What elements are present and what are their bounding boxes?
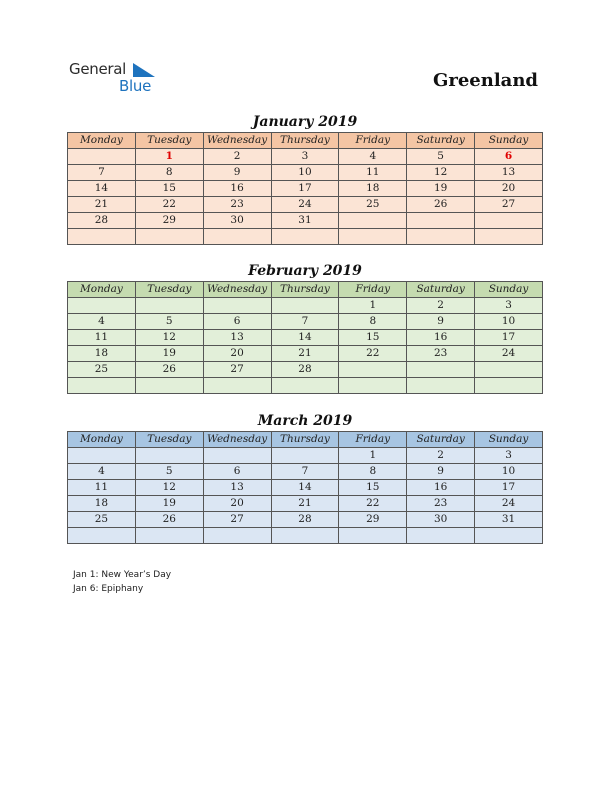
day-cell: 19: [407, 181, 475, 197]
day-cell: 27: [203, 512, 271, 528]
day-cell: 15: [339, 480, 407, 496]
day-cell: [135, 528, 203, 544]
day-cell: 25: [68, 362, 136, 378]
day-cell: 4: [339, 149, 407, 165]
weekday-header: Saturday: [407, 133, 475, 149]
day-cell: 2: [407, 448, 475, 464]
day-cell: 3: [475, 298, 543, 314]
day-cell: 17: [475, 330, 543, 346]
day-cell: 23: [203, 197, 271, 213]
day-cell: 19: [135, 346, 203, 362]
week-row: [68, 314, 543, 330]
day-cell: 22: [339, 496, 407, 512]
day-cell: 10: [271, 165, 339, 181]
day-cell: [135, 448, 203, 464]
day-cell: [339, 378, 407, 394]
weekday-header: Monday: [68, 432, 136, 448]
month-february: [67, 261, 543, 394]
day-cell: [135, 229, 203, 245]
day-cell: [475, 528, 543, 544]
day-cell: [271, 378, 339, 394]
week-row: [68, 197, 543, 213]
day-cell: 12: [135, 480, 203, 496]
week-row: [68, 448, 543, 464]
weekday-header: Friday: [339, 133, 407, 149]
day-cell: 17: [271, 181, 339, 197]
day-cell: 9: [407, 464, 475, 480]
day-cell: [135, 378, 203, 394]
week-row: [68, 528, 543, 544]
day-cell: 2: [203, 149, 271, 165]
logo-text-blue: Blue: [119, 77, 151, 95]
day-cell: [475, 362, 543, 378]
day-cell: [339, 229, 407, 245]
day-cell: 7: [68, 165, 136, 181]
day-cell: 6: [203, 464, 271, 480]
week-row: [68, 149, 543, 165]
day-cell: 4: [68, 314, 136, 330]
week-row: [68, 346, 543, 362]
day-cell: 16: [407, 330, 475, 346]
day-cell: 18: [68, 346, 136, 362]
country-title: Greenland: [432, 70, 538, 91]
day-cell: 20: [203, 496, 271, 512]
calendar-table: [67, 281, 543, 394]
day-cell: 9: [407, 314, 475, 330]
calendar-table: [67, 132, 543, 245]
weekday-header: Saturday: [407, 282, 475, 298]
day-cell: [339, 362, 407, 378]
week-row: [68, 298, 543, 314]
day-cell: 28: [68, 213, 136, 229]
day-cell: 10: [475, 314, 543, 330]
weekday-header: Wednesday: [203, 282, 271, 298]
day-cell: 6: [475, 149, 543, 165]
weekday-header: Wednesday: [203, 432, 271, 448]
day-cell: [203, 378, 271, 394]
day-cell: 20: [475, 181, 543, 197]
day-cell: [271, 528, 339, 544]
day-cell: [339, 213, 407, 229]
day-cell: 3: [475, 448, 543, 464]
week-row: [68, 229, 543, 245]
day-cell: [407, 528, 475, 544]
day-cell: 14: [271, 480, 339, 496]
day-cell: 25: [339, 197, 407, 213]
generalblue-logo: [69, 60, 169, 96]
weekday-header: Monday: [68, 133, 136, 149]
holiday-note: Jan 1: New Year’s Day: [73, 570, 172, 580]
day-cell: 8: [339, 464, 407, 480]
day-cell: 6: [203, 314, 271, 330]
day-cell: 22: [135, 197, 203, 213]
day-cell: 13: [203, 330, 271, 346]
day-cell: 23: [407, 496, 475, 512]
day-cell: 5: [135, 464, 203, 480]
week-row: [68, 330, 543, 346]
day-cell: 12: [135, 330, 203, 346]
day-cell: 17: [475, 480, 543, 496]
day-cell: 21: [68, 197, 136, 213]
day-cell: 24: [271, 197, 339, 213]
day-cell: 30: [203, 213, 271, 229]
day-cell: [407, 213, 475, 229]
calendar-table: [67, 431, 543, 544]
day-cell: 9: [203, 165, 271, 181]
day-cell: 11: [68, 480, 136, 496]
day-cell: 1: [339, 298, 407, 314]
day-cell: 8: [135, 165, 203, 181]
day-cell: 1: [135, 149, 203, 165]
day-cell: [68, 149, 136, 165]
weekday-header: Monday: [68, 282, 136, 298]
weekday-header: Tuesday: [135, 282, 203, 298]
day-cell: 7: [271, 464, 339, 480]
day-cell: 31: [475, 512, 543, 528]
day-cell: 16: [407, 480, 475, 496]
day-cell: 23: [407, 346, 475, 362]
month-january: [67, 112, 543, 245]
day-cell: [407, 378, 475, 394]
day-cell: 13: [475, 165, 543, 181]
week-row: [68, 378, 543, 394]
day-cell: 24: [475, 346, 543, 362]
day-cell: 14: [271, 330, 339, 346]
day-cell: 5: [135, 314, 203, 330]
day-cell: 13: [203, 480, 271, 496]
day-cell: [68, 528, 136, 544]
day-cell: [68, 229, 136, 245]
holiday-note: Jan 6: Epiphany: [73, 584, 144, 594]
day-cell: [203, 448, 271, 464]
day-cell: [203, 298, 271, 314]
weekday-header: Sunday: [475, 282, 543, 298]
day-cell: 15: [339, 330, 407, 346]
day-cell: [68, 298, 136, 314]
day-cell: 2: [407, 298, 475, 314]
day-cell: 15: [135, 181, 203, 197]
day-cell: [407, 229, 475, 245]
logo-triangle-icon: [133, 63, 155, 77]
week-row: [68, 362, 543, 378]
day-cell: 12: [407, 165, 475, 181]
week-row: [68, 496, 543, 512]
day-cell: 3: [271, 149, 339, 165]
day-cell: 11: [68, 330, 136, 346]
day-cell: 5: [407, 149, 475, 165]
logo-text-general: General: [69, 60, 127, 78]
day-cell: 21: [271, 496, 339, 512]
day-cell: [203, 528, 271, 544]
month-title: March 2019: [257, 413, 353, 429]
day-cell: 31: [271, 213, 339, 229]
day-cell: [339, 528, 407, 544]
month-title: January 2019: [252, 114, 358, 130]
weekday-header: Friday: [339, 282, 407, 298]
weekday-header: Thursday: [271, 432, 339, 448]
day-cell: 28: [271, 362, 339, 378]
weekday-header: Tuesday: [135, 133, 203, 149]
day-cell: [407, 362, 475, 378]
month-title: February 2019: [248, 263, 362, 279]
week-row: [68, 464, 543, 480]
day-cell: 29: [339, 512, 407, 528]
holiday-notes: [73, 568, 171, 596]
day-cell: 8: [339, 314, 407, 330]
day-cell: 16: [203, 181, 271, 197]
day-cell: 19: [135, 496, 203, 512]
day-cell: [271, 448, 339, 464]
day-cell: 14: [68, 181, 136, 197]
week-row: [68, 181, 543, 197]
week-row: [68, 165, 543, 181]
day-cell: [475, 378, 543, 394]
weekday-header: Sunday: [475, 432, 543, 448]
day-cell: 4: [68, 464, 136, 480]
day-cell: 1: [339, 448, 407, 464]
day-cell: 11: [339, 165, 407, 181]
day-cell: [135, 298, 203, 314]
day-cell: 21: [271, 346, 339, 362]
day-cell: 26: [135, 512, 203, 528]
day-cell: [475, 213, 543, 229]
day-cell: 27: [203, 362, 271, 378]
day-cell: 26: [135, 362, 203, 378]
day-cell: [475, 229, 543, 245]
day-cell: [271, 298, 339, 314]
day-cell: 20: [203, 346, 271, 362]
weekday-header: Friday: [339, 432, 407, 448]
day-cell: 10: [475, 464, 543, 480]
month-march: [67, 411, 543, 544]
day-cell: 28: [271, 512, 339, 528]
day-cell: [68, 448, 136, 464]
day-cell: 7: [271, 314, 339, 330]
day-cell: 26: [407, 197, 475, 213]
week-row: [68, 480, 543, 496]
day-cell: 22: [339, 346, 407, 362]
day-cell: [68, 378, 136, 394]
weekday-header: Sunday: [475, 133, 543, 149]
weekday-header: Wednesday: [203, 133, 271, 149]
day-cell: [203, 229, 271, 245]
day-cell: 30: [407, 512, 475, 528]
weekday-header: Thursday: [271, 133, 339, 149]
week-row: [68, 213, 543, 229]
weekday-header: Tuesday: [135, 432, 203, 448]
day-cell: [271, 229, 339, 245]
day-cell: 18: [68, 496, 136, 512]
weekday-header: Thursday: [271, 282, 339, 298]
day-cell: 27: [475, 197, 543, 213]
day-cell: 29: [135, 213, 203, 229]
day-cell: 18: [339, 181, 407, 197]
weekday-header: Saturday: [407, 432, 475, 448]
day-cell: 25: [68, 512, 136, 528]
day-cell: 24: [475, 496, 543, 512]
week-row: [68, 512, 543, 528]
